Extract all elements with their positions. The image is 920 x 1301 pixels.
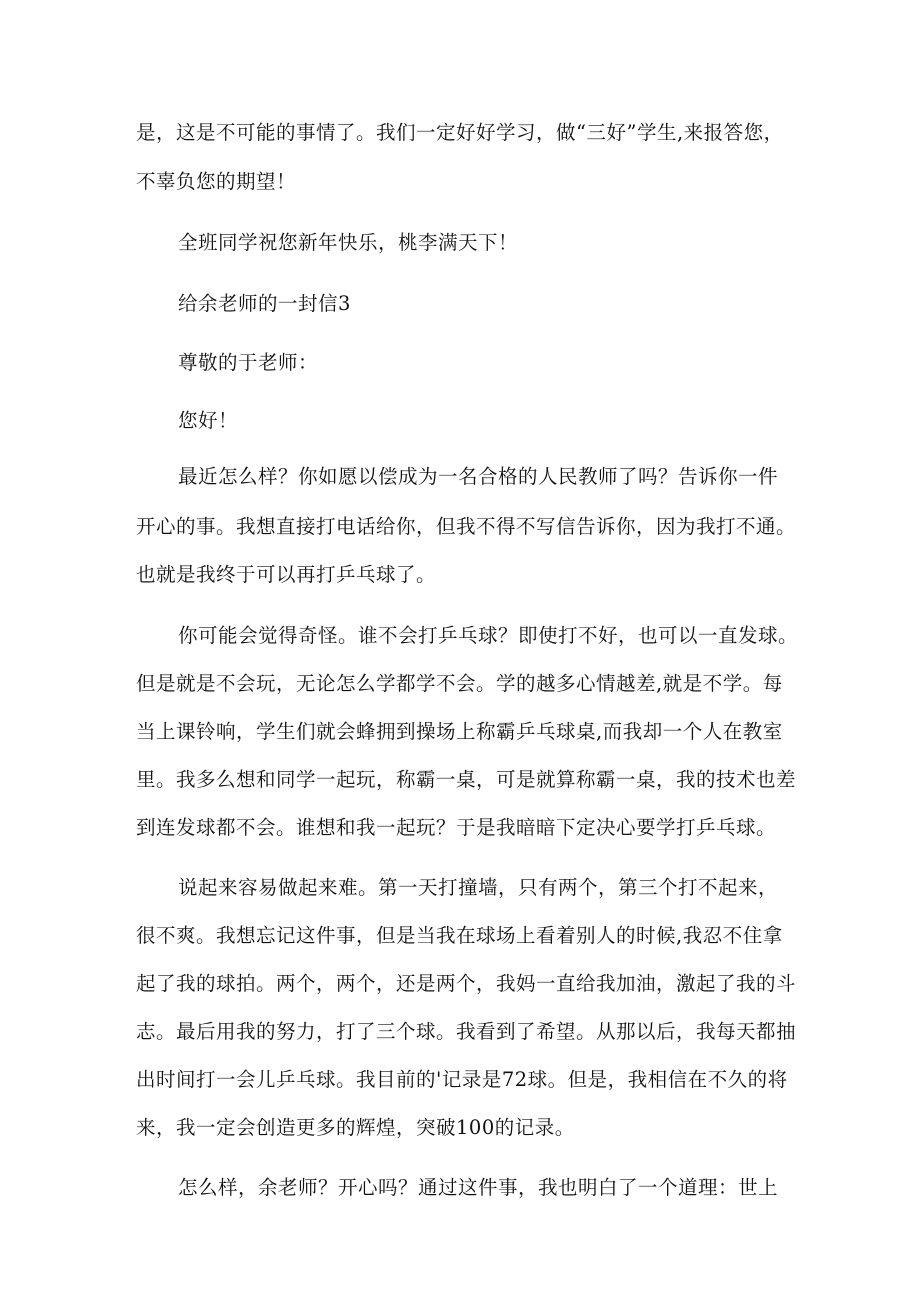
paragraph-7-line-5: 到连发球都不会。谁想和我一起玩？于是我暗暗下定决心要学打乒乓球。 bbox=[136, 816, 777, 839]
paragraph-8-line-1: 说起来容易做起来难。第一天打撞墙，只有两个，第三个打不起来， bbox=[178, 876, 779, 899]
paragraph-7-line-3: 当上课铃响，学生们就会蜂拥到操场上称霸乒乓球桌,而我却一个人在教室 bbox=[136, 720, 783, 743]
paragraph-8-line-6: 来，我一定会创造更多的辉煌，突破100的记录。 bbox=[136, 1116, 575, 1139]
paragraph-8-line-5: 出时间打一会儿乒乓球。我目前的'记录是72球。但是，我相信在不久的将 bbox=[136, 1068, 788, 1091]
paragraph-7-line-4: 里。我多么想和同学一起玩，称霸一桌，可是就算称霸一桌，我的技术也差 bbox=[136, 768, 797, 791]
paragraph-8-line-4: 志。最后用我的努力，打了三个球。我看到了希望。从那以后，我每天都抽 bbox=[136, 1020, 797, 1043]
letter-title: 给余老师的一封信3 bbox=[178, 292, 351, 315]
paragraph-8-line-2: 很不爽。我想忘记这件事，但是当我在球场上看着别人的时候,我忍不住拿 bbox=[136, 924, 783, 947]
paragraph-9-line-1: 怎么样，余老师？开心吗？通过这件事，我也明白了一个道理：世上 bbox=[178, 1176, 779, 1199]
paragraph-6-line-3: 也就是我终于可以再打乒乓球了。 bbox=[136, 563, 437, 586]
paragraph-1-line-1: 是，这是不可能的事情了。我们一定好好学习，做“三好”学生,来报答您， bbox=[136, 121, 784, 144]
paragraph-7-line-1: 你可能会觉得奇怪。谁不会打乒乓球？即使打不好，也可以一直发球。 bbox=[178, 624, 799, 647]
paragraph-6-line-1: 最近怎么样？你如愿以偿成为一名合格的人民教师了吗？告诉你一件 bbox=[178, 465, 779, 488]
paragraph-7-line-2: 但是就是不会玩，无论怎么学都学不会。学的越多心情越差,就是不学。每 bbox=[136, 672, 783, 695]
greeting: 您好！ bbox=[178, 409, 239, 432]
paragraph-6-line-2: 开心的事。我想直接打电话给你，但我不得不写信告诉你，因为我打不通。 bbox=[136, 515, 797, 538]
paragraph-2-line-1: 全班同学祝您新年快乐，桃李满天下！ bbox=[178, 231, 519, 254]
salutation: 尊敬的于老师： bbox=[178, 351, 319, 374]
paragraph-1-line-2: 不辜负您的期望！ bbox=[136, 170, 297, 193]
paragraph-8-line-3: 起了我的球拍。两个，两个，还是两个，我妈一直给我加油，激起了我的斗 bbox=[136, 972, 797, 995]
